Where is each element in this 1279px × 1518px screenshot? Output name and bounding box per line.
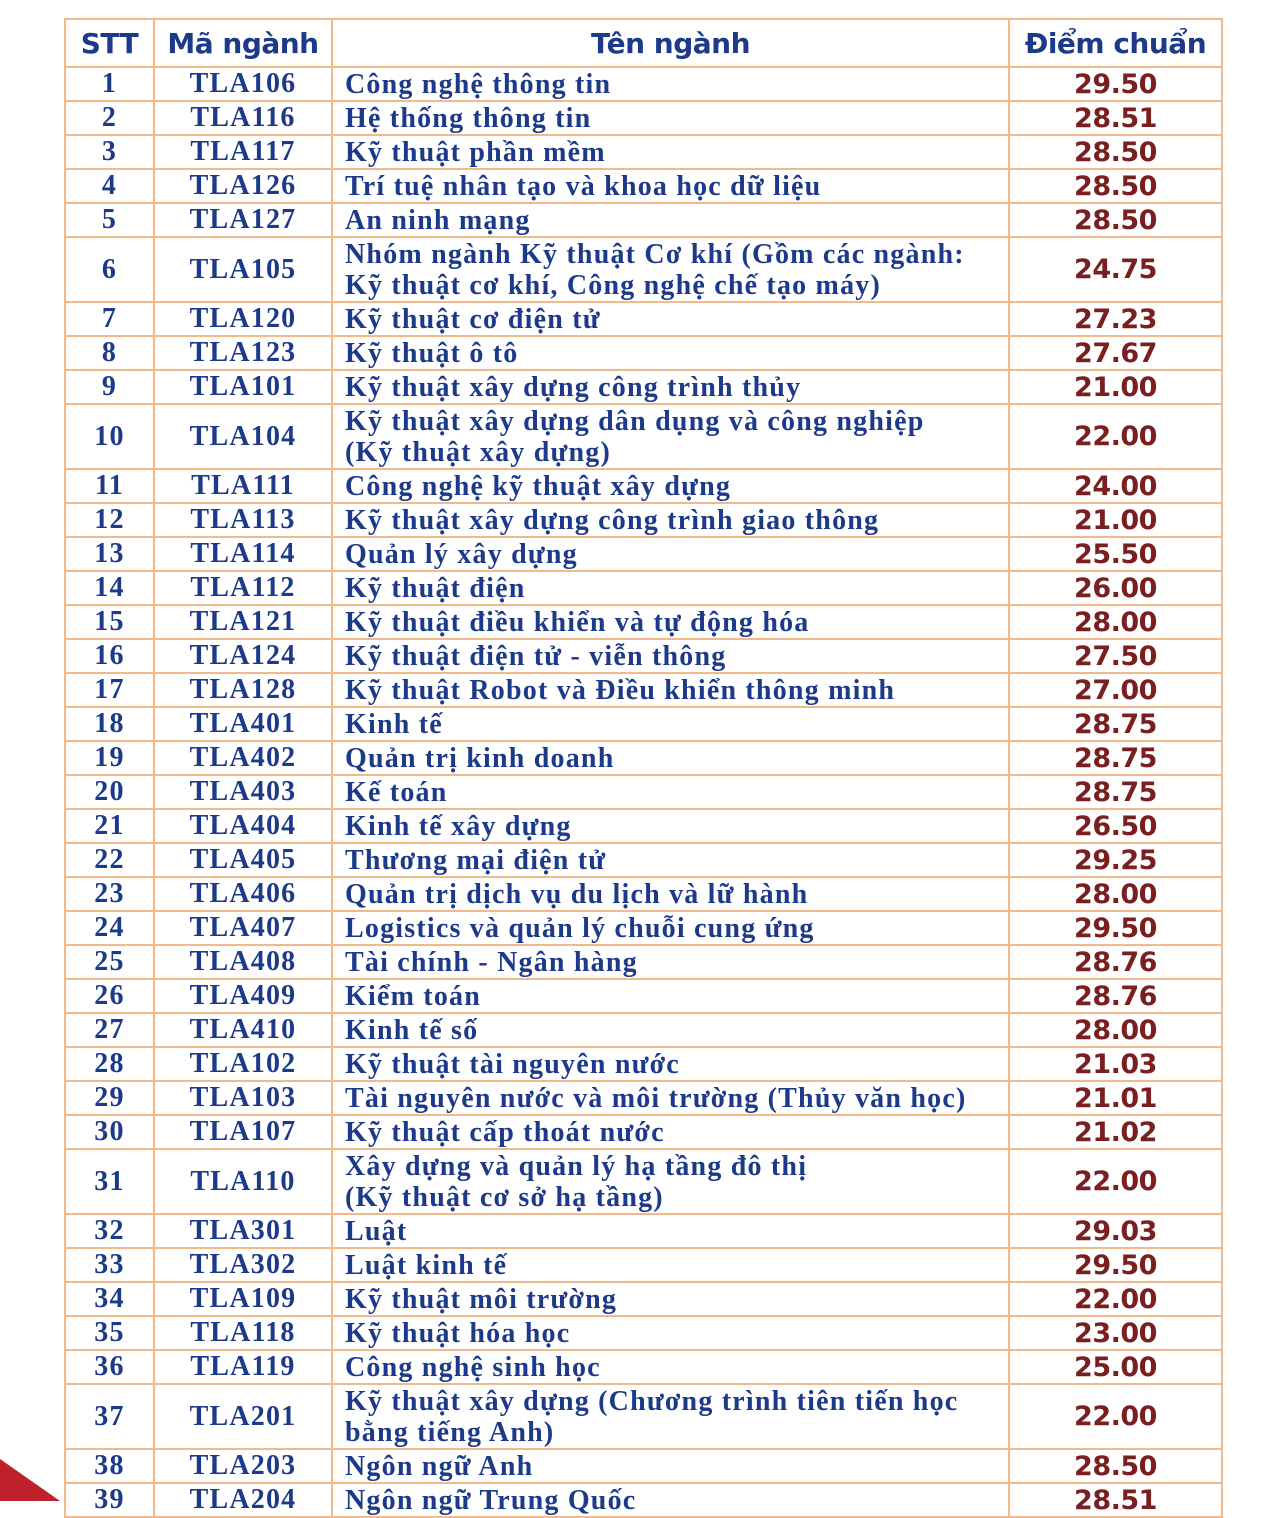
row-stt: 12 (65, 503, 154, 537)
table-row (65, 1149, 1222, 1214)
row-cutoff-score: 22.00 (1009, 404, 1222, 469)
row-cutoff-score: 26.50 (1009, 809, 1222, 843)
table-row (65, 302, 1222, 336)
row-cutoff-score: 29.25 (1009, 843, 1222, 877)
row-cutoff-score: 28.75 (1009, 707, 1222, 741)
table-row (65, 741, 1222, 775)
table-row (65, 571, 1222, 605)
table-row (65, 605, 1222, 639)
row-major-name: Ngôn ngữ Trung Quốc (332, 1483, 1009, 1517)
table-row (65, 169, 1222, 203)
table-row (65, 1081, 1222, 1115)
row-cutoff-score: 27.23 (1009, 302, 1222, 336)
row-major-code: TLA128 (154, 673, 332, 707)
row-major-name: Quản trị kinh doanh (332, 741, 1009, 775)
row-stt: 21 (65, 809, 154, 843)
row-major-name: Kỹ thuật hóa học (332, 1316, 1009, 1350)
row-major-code: TLA114 (154, 537, 332, 571)
row-major-code: TLA204 (154, 1483, 332, 1517)
table-row (65, 707, 1222, 741)
row-major-name: Kỹ thuật xây dựng công trình giao thông (332, 503, 1009, 537)
row-stt: 20 (65, 775, 154, 809)
row-major-name: Quản lý xây dựng (332, 537, 1009, 571)
row-major-code: TLA408 (154, 945, 332, 979)
row-stt: 16 (65, 639, 154, 673)
row-stt: 30 (65, 1115, 154, 1149)
table-row (65, 1248, 1222, 1282)
row-cutoff-score: 28.51 (1009, 1483, 1222, 1517)
row-cutoff-score: 25.50 (1009, 537, 1222, 571)
row-major-name: Kỹ thuật cấp thoát nước (332, 1115, 1009, 1149)
row-cutoff-score: 21.03 (1009, 1047, 1222, 1081)
row-cutoff-score: 27.00 (1009, 673, 1222, 707)
row-major-code: TLA406 (154, 877, 332, 911)
row-cutoff-score: 22.00 (1009, 1384, 1222, 1449)
row-major-code: TLA121 (154, 605, 332, 639)
row-major-name: Kế toán (332, 775, 1009, 809)
header-major-code: Mã ngành (154, 19, 332, 67)
row-stt: 13 (65, 537, 154, 571)
admission-scores-table (64, 18, 1223, 1518)
row-stt: 9 (65, 370, 154, 404)
table-row (65, 469, 1222, 503)
row-major-code: TLA120 (154, 302, 332, 336)
header-cutoff-score: Điểm chuẩn (1009, 19, 1222, 67)
row-major-code: TLA104 (154, 404, 332, 469)
row-stt: 27 (65, 1013, 154, 1047)
table-row (65, 843, 1222, 877)
row-major-name: Kỹ thuật xây dựng công trình thủy (332, 370, 1009, 404)
row-major-code: TLA119 (154, 1350, 332, 1384)
row-major-name: Logistics và quản lý chuỗi cung ứng (332, 911, 1009, 945)
row-cutoff-score: 29.50 (1009, 911, 1222, 945)
row-major-name: Quản trị dịch vụ du lịch và lữ hành (332, 877, 1009, 911)
row-cutoff-score: 28.51 (1009, 101, 1222, 135)
row-major-name: Trí tuệ nhân tạo và khoa học dữ liệu (332, 169, 1009, 203)
row-stt: 1 (65, 67, 154, 101)
row-major-name: Thương mại điện tử (332, 843, 1009, 877)
table-row (65, 1282, 1222, 1316)
row-stt: 6 (65, 237, 154, 302)
row-major-name: Kỹ thuật điện tử - viễn thông (332, 639, 1009, 673)
row-major-code: TLA107 (154, 1115, 332, 1149)
row-major-name: Tài nguyên nước và môi trường (Thủy văn học) (332, 1081, 1009, 1115)
table-row (65, 639, 1222, 673)
row-stt: 5 (65, 203, 154, 237)
table-row (65, 336, 1222, 370)
row-major-name: Công nghệ kỹ thuật xây dựng (332, 469, 1009, 503)
table-row (65, 1483, 1222, 1517)
row-stt: 10 (65, 404, 154, 469)
row-stt: 37 (65, 1384, 154, 1449)
row-stt: 18 (65, 707, 154, 741)
row-major-code: TLA124 (154, 639, 332, 673)
row-major-name: Xây dựng và quản lý hạ tầng đô thị (Kỹ thuật cơ sở hạ tầng) (332, 1149, 1009, 1214)
row-major-name: Kỹ thuật môi trường (332, 1282, 1009, 1316)
row-major-name: Kỹ thuật cơ điện tử (332, 302, 1009, 336)
red-corner-decoration (0, 1459, 60, 1501)
row-stt: 23 (65, 877, 154, 911)
table-row (65, 1316, 1222, 1350)
table-row (65, 101, 1222, 135)
row-cutoff-score: 28.75 (1009, 775, 1222, 809)
row-major-code: TLA410 (154, 1013, 332, 1047)
table-row (65, 537, 1222, 571)
row-major-code: TLA109 (154, 1282, 332, 1316)
row-major-code: TLA302 (154, 1248, 332, 1282)
row-cutoff-score: 24.75 (1009, 237, 1222, 302)
table-row (65, 1449, 1222, 1483)
row-major-code: TLA403 (154, 775, 332, 809)
row-major-name: Kinh tế số (332, 1013, 1009, 1047)
row-stt: 33 (65, 1248, 154, 1282)
row-cutoff-score: 24.00 (1009, 469, 1222, 503)
row-major-code: TLA409 (154, 979, 332, 1013)
row-stt: 7 (65, 302, 154, 336)
row-major-code: TLA407 (154, 911, 332, 945)
row-cutoff-score: 21.02 (1009, 1115, 1222, 1149)
row-major-name: Kỹ thuật xây dựng (Chương trình tiên tiến học bằng tiếng Anh) (332, 1384, 1009, 1449)
row-stt: 14 (65, 571, 154, 605)
row-stt: 2 (65, 101, 154, 135)
header-major-name: Tên ngành (332, 19, 1009, 67)
row-cutoff-score: 28.00 (1009, 605, 1222, 639)
row-major-code: TLA401 (154, 707, 332, 741)
table-row (65, 404, 1222, 469)
row-stt: 39 (65, 1483, 154, 1517)
row-stt: 19 (65, 741, 154, 775)
row-major-name: Luật (332, 1214, 1009, 1248)
row-major-name: Kinh tế (332, 707, 1009, 741)
table-row (65, 911, 1222, 945)
table-row (65, 135, 1222, 169)
table-body (65, 67, 1222, 1517)
row-major-code: TLA116 (154, 101, 332, 135)
row-cutoff-score: 27.67 (1009, 336, 1222, 370)
row-cutoff-score: 28.76 (1009, 945, 1222, 979)
row-cutoff-score: 28.76 (1009, 979, 1222, 1013)
row-stt: 28 (65, 1047, 154, 1081)
table-row (65, 503, 1222, 537)
row-stt: 8 (65, 336, 154, 370)
row-major-name: Kỹ thuật điện (332, 571, 1009, 605)
row-stt: 11 (65, 469, 154, 503)
row-stt: 31 (65, 1149, 154, 1214)
row-major-code: TLA117 (154, 135, 332, 169)
row-major-code: TLA105 (154, 237, 332, 302)
row-major-code: TLA110 (154, 1149, 332, 1214)
row-stt: 38 (65, 1449, 154, 1483)
row-stt: 25 (65, 945, 154, 979)
table-row (65, 1384, 1222, 1449)
header-stt: STT (65, 19, 154, 67)
row-major-name: Kinh tế xây dựng (332, 809, 1009, 843)
row-stt: 24 (65, 911, 154, 945)
row-cutoff-score: 22.00 (1009, 1282, 1222, 1316)
row-major-name: Kỹ thuật tài nguyên nước (332, 1047, 1009, 1081)
row-major-code: TLA123 (154, 336, 332, 370)
table-row (65, 370, 1222, 404)
row-major-code: TLA112 (154, 571, 332, 605)
row-stt: 36 (65, 1350, 154, 1384)
row-major-name: Kỹ thuật phần mềm (332, 135, 1009, 169)
row-stt: 15 (65, 605, 154, 639)
row-major-code: TLA101 (154, 370, 332, 404)
row-stt: 26 (65, 979, 154, 1013)
table-row (65, 945, 1222, 979)
row-stt: 4 (65, 169, 154, 203)
row-major-name: An ninh mạng (332, 203, 1009, 237)
row-major-code: TLA118 (154, 1316, 332, 1350)
row-major-code: TLA301 (154, 1214, 332, 1248)
row-major-code: TLA201 (154, 1384, 332, 1449)
row-major-name: Kỹ thuật Robot và Điều khiển thông minh (332, 673, 1009, 707)
row-major-name: Kỹ thuật xây dựng dân dụng và công nghiệp (Kỹ thuật xây dựng) (332, 404, 1009, 469)
row-stt: 29 (65, 1081, 154, 1115)
row-major-name: Hệ thống thông tin (332, 101, 1009, 135)
row-cutoff-score: 28.50 (1009, 135, 1222, 169)
row-major-name: Công nghệ sinh học (332, 1350, 1009, 1384)
row-major-name: Kỹ thuật ô tô (332, 336, 1009, 370)
row-cutoff-score: 29.03 (1009, 1214, 1222, 1248)
row-cutoff-score: 21.01 (1009, 1081, 1222, 1115)
table-row (65, 203, 1222, 237)
row-major-name: Kiểm toán (332, 979, 1009, 1013)
row-cutoff-score: 28.75 (1009, 741, 1222, 775)
row-major-name: Nhóm ngành Kỹ thuật Cơ khí (Gồm các ngành: Kỹ thuật cơ khí, Công nghệ chế tạo máy) (332, 237, 1009, 302)
row-cutoff-score: 28.50 (1009, 169, 1222, 203)
table-row (65, 237, 1222, 302)
row-cutoff-score: 25.00 (1009, 1350, 1222, 1384)
row-major-code: TLA404 (154, 809, 332, 843)
table-row (65, 775, 1222, 809)
row-cutoff-score: 21.00 (1009, 370, 1222, 404)
row-cutoff-score: 28.50 (1009, 1449, 1222, 1483)
row-major-name: Ngôn ngữ Anh (332, 1449, 1009, 1483)
row-major-code: TLA127 (154, 203, 332, 237)
row-cutoff-score: 22.00 (1009, 1149, 1222, 1214)
row-cutoff-score: 29.50 (1009, 67, 1222, 101)
row-major-code: TLA113 (154, 503, 332, 537)
table-row (65, 673, 1222, 707)
row-major-name: Tài chính - Ngân hàng (332, 945, 1009, 979)
row-major-code: TLA203 (154, 1449, 332, 1483)
row-major-name: Luật kinh tế (332, 1248, 1009, 1282)
row-major-code: TLA102 (154, 1047, 332, 1081)
row-cutoff-score: 29.50 (1009, 1248, 1222, 1282)
row-stt: 3 (65, 135, 154, 169)
row-major-code: TLA405 (154, 843, 332, 877)
table-header-row (65, 19, 1222, 67)
row-major-code: TLA402 (154, 741, 332, 775)
row-cutoff-score: 21.00 (1009, 503, 1222, 537)
table-row (65, 809, 1222, 843)
table-row (65, 1214, 1222, 1248)
table-row (65, 979, 1222, 1013)
table-row (65, 67, 1222, 101)
row-major-code: TLA106 (154, 67, 332, 101)
row-cutoff-score: 28.00 (1009, 877, 1222, 911)
table-row (65, 1013, 1222, 1047)
row-major-code: TLA103 (154, 1081, 332, 1115)
table-row (65, 1047, 1222, 1081)
row-cutoff-score: 28.00 (1009, 1013, 1222, 1047)
row-stt: 17 (65, 673, 154, 707)
table-row (65, 1115, 1222, 1149)
row-cutoff-score: 27.50 (1009, 639, 1222, 673)
row-stt: 22 (65, 843, 154, 877)
row-stt: 34 (65, 1282, 154, 1316)
row-stt: 35 (65, 1316, 154, 1350)
row-cutoff-score: 23.00 (1009, 1316, 1222, 1350)
row-major-name: Công nghệ thông tin (332, 67, 1009, 101)
table-row (65, 877, 1222, 911)
row-major-code: TLA126 (154, 169, 332, 203)
row-cutoff-score: 28.50 (1009, 203, 1222, 237)
row-major-name: Kỹ thuật điều khiển và tự động hóa (332, 605, 1009, 639)
table-row (65, 1350, 1222, 1384)
row-cutoff-score: 26.00 (1009, 571, 1222, 605)
row-major-code: TLA111 (154, 469, 332, 503)
row-stt: 32 (65, 1214, 154, 1248)
